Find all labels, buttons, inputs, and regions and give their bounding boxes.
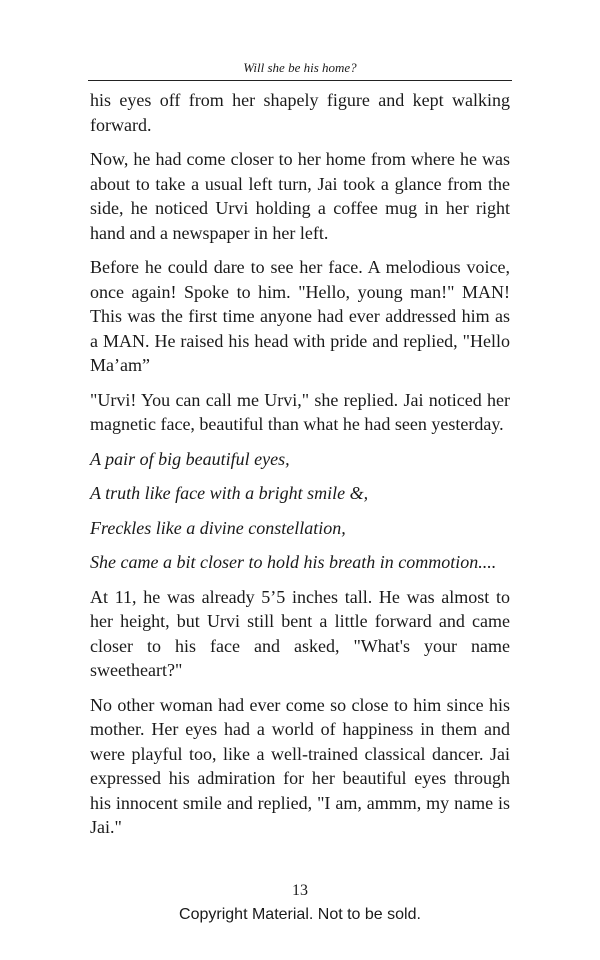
verse-line: Freckles like a divine constellation, <box>90 517 346 538</box>
paragraph: Before he could dare to see her face. A melodious voice, once again! Spoke to him. "Hello, young man!" MAN! This was the first time anyone had ever addressed him as a MAN. He raised his head with pride and replied, "Hello Ma’am” <box>90 257 510 375</box>
page-body <box>90 88 510 850</box>
verse-line: A truth like face with a bright smile &, <box>90 483 369 503</box>
paragraph: No other woman had ever come so close to him since his mother. Her eyes had a world of happiness in them and were playful too, like a well-trained classical dancer. Jai expressed his admiration for her beautiful eyes through his innocent smile and replied, "I am, ammm, my name is Jai." <box>90 694 510 837</box>
verse-line: She came a bit closer to hold his breath in commotion.... <box>90 552 497 572</box>
copyright-notice: Copyright Material. Not to be sold. <box>179 906 421 923</box>
paragraph: At 11, he was already 5’5 inches tall. He was almost to her height, but Urvi still bent a little forward and came closer to his face and asked, "What's your name sweetheart?" <box>90 586 510 680</box>
paragraph: Now, he had come closer to her home from where he was about to take a usual left turn, Jai took a glance from the side, he noticed Urvi holding a coffee mug in her right hand and a newspaper in her left. <box>90 149 510 243</box>
paragraph: his eyes off from her shapely figure and kept walking forward. <box>90 90 510 135</box>
page-number: 13 <box>292 882 308 899</box>
verse-line: A pair of big beautiful eyes, <box>90 448 290 469</box>
running-head: Will she be his home? <box>243 60 357 75</box>
header-rule <box>88 80 512 81</box>
paragraph: "Urvi! You can call me Urvi," she replied. Jai noticed her magnetic face, beautiful than what he had seen yesterday. <box>90 389 510 434</box>
